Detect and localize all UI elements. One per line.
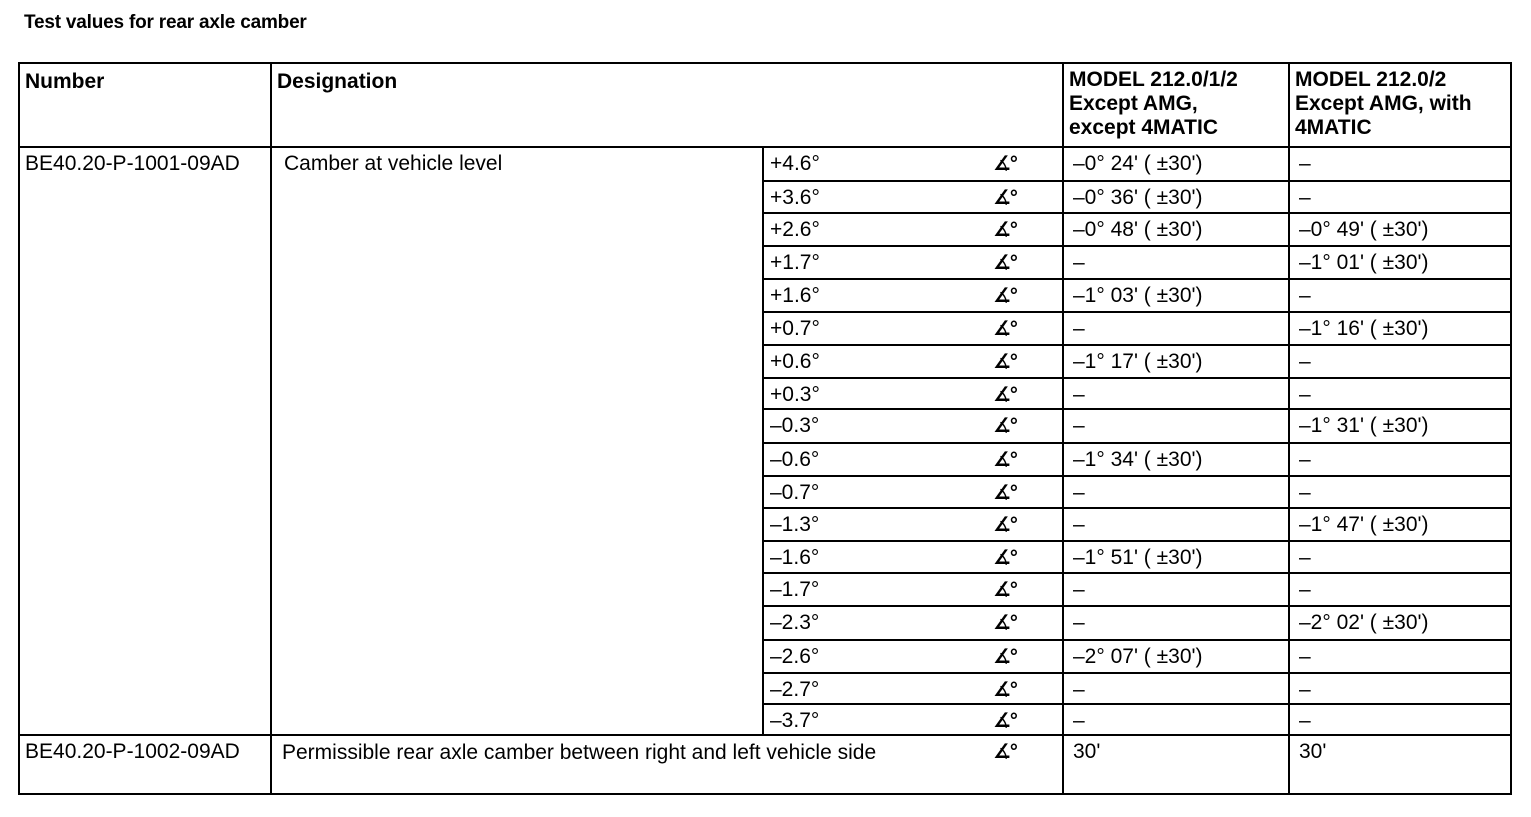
model-2-value: – (1289, 378, 1511, 409)
model-2-value: – (1289, 443, 1511, 476)
camber-angle-icon: ∡° (993, 735, 1063, 794)
model-2-value: – (1289, 345, 1511, 378)
model-2-value: 30' (1289, 735, 1511, 794)
model-1-value: – (1063, 409, 1289, 443)
model-1-value: – (1063, 246, 1289, 279)
camber-angle-icon: ∡° (993, 673, 1063, 704)
camber-angle-icon: ∡° (993, 640, 1063, 673)
camber-angle-icon: ∡° (993, 704, 1063, 735)
header-model-2: MODEL 212.0/2 Except AMG, with 4MATIC (1289, 63, 1511, 147)
camber-angle-icon: ∡° (993, 213, 1063, 246)
camber-angle-icon: ∡° (993, 541, 1063, 573)
model-1-value: – (1063, 378, 1289, 409)
camber-angle-icon: ∡° (993, 606, 1063, 640)
model-2-value: – (1289, 476, 1511, 508)
camber-angle-icon: ∡° (993, 312, 1063, 345)
model-1-value: –0° 48' ( ±30') (1063, 213, 1289, 246)
camber-angle-icon: ∡° (993, 279, 1063, 312)
vehicle-level-value: +1.7° (763, 246, 993, 279)
camber-angle-icon: ∡° (993, 409, 1063, 443)
header-number: Number (19, 63, 271, 147)
vehicle-level-value: –1.6° (763, 541, 993, 573)
vehicle-level-value: +3.6° (763, 181, 993, 213)
camber-angle-icon: ∡° (993, 378, 1063, 409)
camber-angle-icon: ∡° (993, 181, 1063, 213)
model-1-value: –1° 34' ( ±30') (1063, 443, 1289, 476)
vehicle-level-value: +0.3° (763, 378, 993, 409)
camber-angle-icon: ∡° (993, 443, 1063, 476)
vehicle-level-value: –1.7° (763, 573, 993, 606)
header-row (19, 63, 1511, 147)
model-2-value: – (1289, 573, 1511, 606)
vehicle-level-value: –0.7° (763, 476, 993, 508)
model-1-value: –0° 36' ( ±30') (1063, 181, 1289, 213)
vehicle-level-value: +0.7° (763, 312, 993, 345)
vehicle-level-value: +1.6° (763, 279, 993, 312)
model-1-value: – (1063, 573, 1289, 606)
row-designation: Permissible rear axle camber between right and left vehicle side (271, 735, 993, 794)
vehicle-level-value: +0.6° (763, 345, 993, 378)
model-1-value: –1° 51' ( ±30') (1063, 541, 1289, 573)
model-1-value: –1° 03' ( ±30') (1063, 279, 1289, 312)
model-1-value: – (1063, 312, 1289, 345)
camber-angle-icon: ∡° (993, 476, 1063, 508)
table-row (19, 147, 1511, 181)
vehicle-level-value: –2.3° (763, 606, 993, 640)
table-row (19, 735, 1511, 794)
camber-angle-icon: ∡° (993, 345, 1063, 378)
model-2-value: –2° 02' ( ±30') (1289, 606, 1511, 640)
model-2-value: – (1289, 541, 1511, 573)
model-1-value: –1° 17' ( ±30') (1063, 345, 1289, 378)
spec-table (18, 62, 1512, 795)
vehicle-level-value: –2.6° (763, 640, 993, 673)
model-2-value: –0° 49' ( ±30') (1289, 213, 1511, 246)
model-2-value: – (1289, 640, 1511, 673)
vehicle-level-value: –0.3° (763, 409, 993, 443)
model-1-value: 30' (1063, 735, 1289, 794)
model-1-value: – (1063, 476, 1289, 508)
model-2-value: –1° 31' ( ±30') (1289, 409, 1511, 443)
vehicle-level-value: –3.7° (763, 704, 993, 735)
model-1-value: – (1063, 673, 1289, 704)
vehicle-level-value: –0.6° (763, 443, 993, 476)
camber-angle-icon: ∡° (993, 147, 1063, 181)
model-2-value: –1° 01' ( ±30') (1289, 246, 1511, 279)
model-2-value: – (1289, 673, 1511, 704)
model-1-value: –2° 07' ( ±30') (1063, 640, 1289, 673)
vehicle-level-value: –1.3° (763, 508, 993, 541)
vehicle-level-value: –2.7° (763, 673, 993, 704)
header-designation: Designation (271, 63, 1063, 147)
model-2-value: – (1289, 147, 1511, 181)
row-number: BE40.20-P-1001-09AD (19, 147, 271, 735)
row-designation: Camber at vehicle level (271, 147, 763, 735)
model-1-value: – (1063, 606, 1289, 640)
row-number: BE40.20-P-1002-09AD (19, 735, 271, 794)
model-2-value: – (1289, 704, 1511, 735)
camber-angle-icon: ∡° (993, 508, 1063, 541)
model-1-value: – (1063, 704, 1289, 735)
model-2-value: –1° 16' ( ±30') (1289, 312, 1511, 345)
model-1-value: –0° 24' ( ±30') (1063, 147, 1289, 181)
model-1-value: – (1063, 508, 1289, 541)
model-2-value: – (1289, 181, 1511, 213)
camber-angle-icon: ∡° (993, 573, 1063, 606)
vehicle-level-value: +4.6° (763, 147, 993, 181)
vehicle-level-value: +2.6° (763, 213, 993, 246)
model-2-value: –1° 47' ( ±30') (1289, 508, 1511, 541)
model-2-value: – (1289, 279, 1511, 312)
page-title: Test values for rear axle camber (24, 12, 307, 33)
camber-angle-icon: ∡° (993, 246, 1063, 279)
header-model-1: MODEL 212.0/1/2 Except AMG, except 4MATIC (1063, 63, 1289, 147)
